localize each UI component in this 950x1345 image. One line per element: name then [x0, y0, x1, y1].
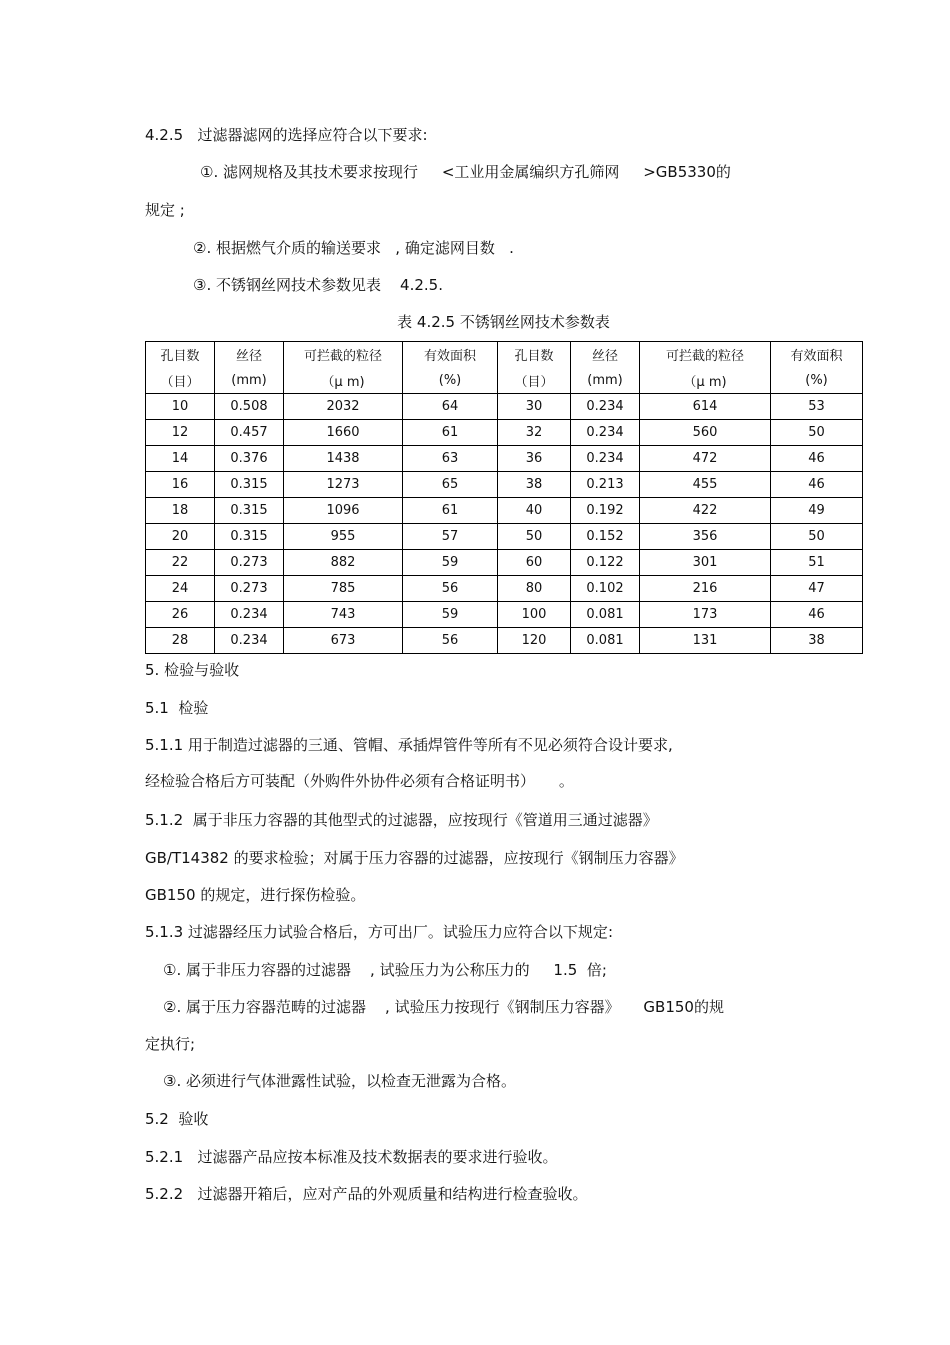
header-cell: 可拦截的粒径 — [640, 342, 771, 368]
table-row — [146, 446, 863, 472]
table-row — [146, 602, 863, 628]
heading-5-1: 5.1 检验 — [145, 699, 209, 717]
table-cell: 0.457 — [215, 420, 284, 446]
table-cell: 26 — [146, 602, 215, 628]
table-cell: 614 — [640, 394, 771, 420]
table-cell: 38 — [771, 628, 863, 654]
header-cell: 可拦截的粒径 — [284, 342, 403, 368]
table-cell: 0.234 — [215, 628, 284, 654]
table-cell: 0.273 — [215, 576, 284, 602]
para-5-1-1-line-2: 经检验合格后方可装配（外购件外协件必须有合格证明书） 。 — [145, 772, 574, 790]
table-cell: 56 — [403, 576, 498, 602]
table-cell: 0.273 — [215, 550, 284, 576]
table-cell: 216 — [640, 576, 771, 602]
table-cell: 472 — [640, 446, 771, 472]
table-cell: 50 — [498, 524, 571, 550]
item-1-line-2: 规定 ; — [145, 201, 185, 219]
table-cell: 38 — [498, 472, 571, 498]
table-cell: 0.376 — [215, 446, 284, 472]
table-cell: 57 — [403, 524, 498, 550]
table-row — [146, 550, 863, 576]
table-cell: 53 — [771, 394, 863, 420]
table-row — [146, 420, 863, 446]
para-5-1-3-item-1: ①. 属于非压力容器的过滤器 , 试验压力为公称压力的 1.5 倍; — [163, 961, 607, 979]
table-cell: 22 — [146, 550, 215, 576]
table-cell: 46 — [771, 446, 863, 472]
table-cell: 60 — [498, 550, 571, 576]
table-cell: 301 — [640, 550, 771, 576]
table-cell: 32 — [498, 420, 571, 446]
wire-mesh-table — [145, 341, 863, 654]
table-cell: 0.102 — [571, 576, 640, 602]
para-5-1-3: 5.1.3 过滤器经压力试验合格后，方可出厂。试验压力应符合以下规定: — [145, 923, 613, 941]
table-row — [146, 576, 863, 602]
table-cell: 59 — [403, 550, 498, 576]
heading-5-2: 5.2 验收 — [145, 1110, 209, 1128]
table-cell: 673 — [284, 628, 403, 654]
table-cell: 10 — [146, 394, 215, 420]
table-cell: 61 — [403, 420, 498, 446]
header-cell: 丝径 — [571, 342, 640, 368]
table-cell: 18 — [146, 498, 215, 524]
header-cell: 丝径 — [215, 342, 284, 368]
header-unit-cell: （μ m) — [284, 367, 403, 394]
header-cell: 有效面积 — [771, 342, 863, 368]
table-cell: 173 — [640, 602, 771, 628]
table-row — [146, 628, 863, 654]
table-cell: 1438 — [284, 446, 403, 472]
table-body — [146, 394, 863, 654]
para-5-2-1: 5.2.1 过滤器产品应按本标准及技术数据表的要求进行验收。 — [145, 1148, 558, 1166]
table-cell: 131 — [640, 628, 771, 654]
table-cell: 30 — [498, 394, 571, 420]
table-caption: 表 4.2.5 不锈钢丝网技术参数表 — [397, 313, 610, 331]
table-cell: 0.508 — [215, 394, 284, 420]
header-cell: 有效面积 — [403, 342, 498, 368]
table-cell: 50 — [771, 524, 863, 550]
heading-4-2-5: 4.2.5 过滤器滤网的选择应符合以下要求: — [145, 126, 428, 144]
table-header-units-row — [146, 367, 863, 394]
table-cell: 1660 — [284, 420, 403, 446]
table-cell: 51 — [771, 550, 863, 576]
table-cell: 100 — [498, 602, 571, 628]
para-5-2-2: 5.2.2 过滤器开箱后，应对产品的外观质量和结构进行检查验收。 — [145, 1185, 588, 1203]
table-cell: 0.122 — [571, 550, 640, 576]
item-1-line-1: ①. 滤网规格及其技术要求按现行 <工业用金属编织方孔筛网 >GB5330的 — [200, 163, 731, 181]
header-unit-cell: (mm) — [571, 367, 640, 394]
para-5-1-3-item-2-line-2: 定执行; — [145, 1035, 196, 1053]
table-cell: 56 — [403, 628, 498, 654]
table-cell: 422 — [640, 498, 771, 524]
table-cell: 64 — [403, 394, 498, 420]
header-cell: 孔目数 — [146, 342, 215, 368]
table-cell: 40 — [498, 498, 571, 524]
table-cell: 46 — [771, 602, 863, 628]
table-cell: 1096 — [284, 498, 403, 524]
table-cell: 785 — [284, 576, 403, 602]
para-5-1-3-item-3: ③. 必须进行气体泄露性试验，以检查无泄露为合格。 — [163, 1072, 516, 1090]
header-unit-cell: (%) — [771, 367, 863, 394]
table-row — [146, 524, 863, 550]
table-row — [146, 394, 863, 420]
table-cell: 0.234 — [571, 420, 640, 446]
table-cell: 0.315 — [215, 524, 284, 550]
table-cell: 0.152 — [571, 524, 640, 550]
para-5-1-2-line-2: GB/T14382 的要求检验；对属于压力容器的过滤器，应按现行《钢制压力容器》 — [145, 849, 684, 867]
table-cell: 0.081 — [571, 602, 640, 628]
table-cell: 2032 — [284, 394, 403, 420]
table-cell: 14 — [146, 446, 215, 472]
table-cell: 12 — [146, 420, 215, 446]
table-cell: 47 — [771, 576, 863, 602]
para-5-1-2-line-3: GB150 的规定，进行探伤检验。 — [145, 886, 366, 904]
table-cell: 24 — [146, 576, 215, 602]
table-cell: 1273 — [284, 472, 403, 498]
table-cell: 28 — [146, 628, 215, 654]
header-unit-cell: （目） — [498, 367, 571, 394]
table-cell: 61 — [403, 498, 498, 524]
table-cell: 0.081 — [571, 628, 640, 654]
table-header-row — [146, 342, 863, 368]
table-cell: 16 — [146, 472, 215, 498]
table-cell: 0.192 — [571, 498, 640, 524]
table-cell: 20 — [146, 524, 215, 550]
header-unit-cell: （目） — [146, 367, 215, 394]
table-cell: 743 — [284, 602, 403, 628]
table-row — [146, 498, 863, 524]
item-2: ②. 根据燃气介质的输送要求 , 确定滤网目数 . — [193, 239, 514, 257]
header-unit-cell: (mm) — [215, 367, 284, 394]
header-cell: 孔目数 — [498, 342, 571, 368]
table-cell: 0.234 — [571, 394, 640, 420]
heading-5: 5. 检验与验收 — [145, 661, 240, 679]
table-cell: 50 — [771, 420, 863, 446]
table-row — [146, 472, 863, 498]
table-cell: 0.315 — [215, 472, 284, 498]
table-cell: 882 — [284, 550, 403, 576]
para-5-1-1-line-1: 5.1.1 用于制造过滤器的三通、管帽、承插焊管件等所有不见必须符合设计要求, — [145, 736, 673, 754]
table-cell: 36 — [498, 446, 571, 472]
table-cell: 0.234 — [215, 602, 284, 628]
table-cell: 455 — [640, 472, 771, 498]
item-3: ③. 不锈钢丝网技术参数见表 4.2.5. — [193, 276, 443, 294]
table-cell: 955 — [284, 524, 403, 550]
table-cell: 63 — [403, 446, 498, 472]
para-5-1-2-line-1: 5.1.2 属于非压力容器的其他型式的过滤器，应按现行《管道用三通过滤器》 — [145, 811, 658, 829]
table-cell: 0.234 — [571, 446, 640, 472]
table-cell: 120 — [498, 628, 571, 654]
table-cell: 59 — [403, 602, 498, 628]
table-cell: 0.213 — [571, 472, 640, 498]
para-5-1-3-item-2-line-1: ②. 属于压力容器范畴的过滤器 , 试验压力按现行《钢制压力容器》 GB150的规 — [163, 998, 724, 1016]
table-cell: 65 — [403, 472, 498, 498]
table-cell: 560 — [640, 420, 771, 446]
table-cell: 46 — [771, 472, 863, 498]
table-cell: 356 — [640, 524, 771, 550]
table-cell: 49 — [771, 498, 863, 524]
header-unit-cell: （μ m) — [640, 367, 771, 394]
table-cell: 0.315 — [215, 498, 284, 524]
header-unit-cell: (%) — [403, 367, 498, 394]
table-cell: 80 — [498, 576, 571, 602]
